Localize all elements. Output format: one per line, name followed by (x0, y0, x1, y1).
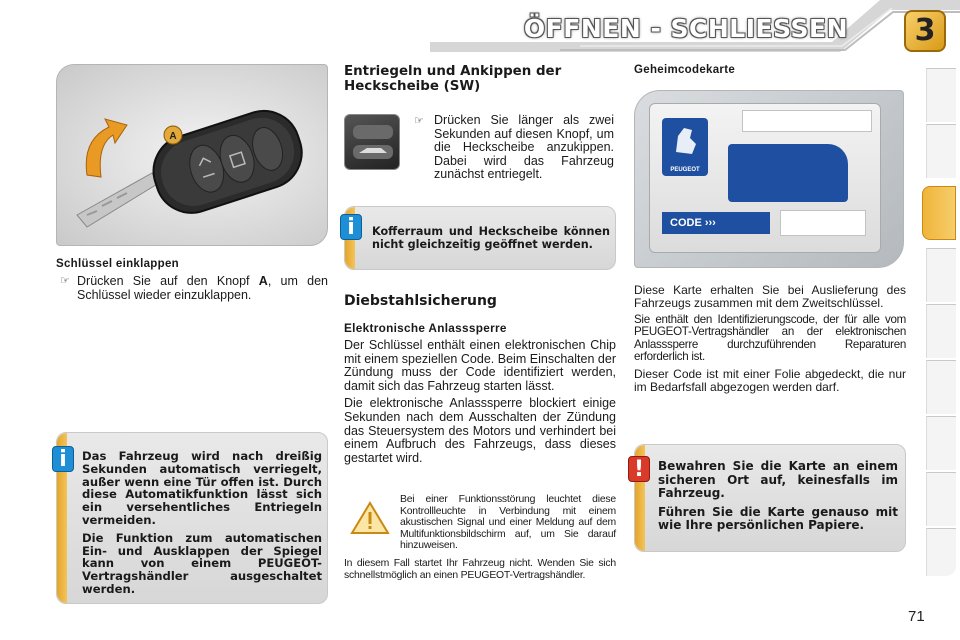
side-tab-1[interactable] (926, 68, 956, 122)
card-code-field (780, 210, 866, 236)
side-tab-8[interactable] (926, 472, 956, 526)
bullet-arrow-icon: ☞ (60, 275, 70, 287)
remote-tailgate-button-thumb (344, 114, 400, 170)
folding-key-illustration (57, 65, 328, 246)
card-top-field (742, 110, 872, 132)
tailgate-section-title: Entriegeln und Ankippen der Heckscheibe (SW) (344, 64, 562, 94)
immobiliser-subheading: Elektronische Anlasssperre (344, 321, 507, 335)
card-code-label: CODE (670, 217, 702, 229)
button-a-ref: A (258, 274, 268, 288)
side-tab-5[interactable] (926, 304, 956, 358)
page-number: 71 (908, 608, 925, 625)
info-icon: i (52, 446, 74, 472)
code-card-photo (634, 90, 904, 268)
side-tab-4[interactable] (926, 248, 956, 302)
key-button-a-label: A (169, 131, 177, 142)
peugeot-lion-logo (662, 118, 708, 176)
code-card-paragraph-1: Diese Karte erhalten Sie bei Auslieferung des Fahrzeugs zusammen mit dem Zweitschlüssel. (634, 283, 906, 310)
antitheft-section-title: Diebstahlsicherung (344, 293, 497, 309)
tailgate-info-text: Kofferraum und Heckscheibe können nicht gleichzeitig geöffnet werden. (372, 225, 610, 251)
immobiliser-paragraph-2: Die elektronische Anlasssperre blockiert einige Sekunden nach dem Ausschalten der Zündung das Steuersystem des Motors und verhindert bei einem Aufbruch des Fahrzeugs, dass dieses gestartet wird. (344, 396, 616, 465)
warning-exclamation-icon: ! (628, 456, 650, 482)
card-brand-label: PEUGEOT (670, 167, 700, 173)
side-tab-9[interactable] (926, 528, 956, 576)
code-card (649, 103, 881, 253)
side-tab-6[interactable] (926, 360, 956, 414)
card-blue-panel (728, 144, 848, 202)
fold-key-heading: Schlüssel einklappen (56, 258, 179, 270)
side-tab-3-active[interactable] (922, 186, 956, 240)
lion-icon (662, 118, 708, 162)
chapter-side-tabs (926, 68, 956, 578)
fold-key-instruction: Drücken Sie auf den Knopf A, um den Schlüssel wieder einzuklappen. (77, 274, 329, 302)
card-code-strip: CODE ››› (662, 212, 770, 234)
malfunction-warning-note: Bei einer Funktionsstörung leuchtet diese Kontrollleuchte in Verbindung mit einem akustischen Signal und einer Meldung auf dem Multifunktionsbildschirm auf, um Sie darauf hinzuweisen. (400, 494, 616, 552)
page-title: ÖFFNEN - SCHLIESSEN (523, 14, 848, 43)
code-card-heading: Geheimcodekarte (634, 64, 736, 76)
folding-key-photo (56, 64, 328, 246)
immobiliser-paragraph-1: Der Schlüssel enthält einen elektronischen Chip mit einem speziellen Code. Beim Einschalten der Zündung muss der Code identifiziert werden, damit sich das Fahrzeug starten lässt. (344, 338, 616, 393)
side-tab-2[interactable] (926, 124, 956, 178)
code-card-warning-text: Bewahren Sie die Karte an einem sicheren Ort auf, keinesfalls im Fahrzeug. Führen Sie die Karte genauso mit wie Ihre persönlichen Papiere. (658, 459, 898, 533)
malfunction-closing-note: In diesem Fall startet Ihr Fahrzeug nicht. Wenden Sie sich schnellstmöglich an einen PEUGEOT-Vertragshändler. (344, 558, 616, 581)
chapter-number-badge: 3 (904, 10, 946, 52)
bullet-arrow-icon-2: ☞ (414, 115, 424, 127)
auto-lock-info-text: Das Fahrzeug wird nach dreißig Sekunden automatisch verriegelt, außer wenn eine Tür offen ist. Durch diese Automatikfunktion lässt sich ein versehentliches Entriegeln vermeiden. Die Funktion zum automatischen Ein- und Ausklappen der Spiegel kann von einem PEUGEOT-Vertragshändler ausgeschaltet werden. (82, 449, 322, 596)
tailgate-instruction: Drücken Sie länger als zwei Sekunden auf diesen Knopf, um die Heckscheibe anzukippen. Dabei wird das Fahrzeug zunächst entriegelt. (434, 113, 614, 182)
code-card-paragraph-3: Dieser Code ist mit einer Folie abgedeckt, die nur im Bedarfsfall abgezogen werden darf. (634, 367, 906, 394)
warning-triangle-icon (350, 500, 390, 536)
tailgate-button-icon (345, 115, 401, 171)
side-tab-7[interactable] (926, 416, 956, 470)
code-card-paragraph-2: Sie enthält den Identifizierungscode, der für alle vom PEUGEOT-Vertragshändler an der elektronischen Anlasssperre durchzuführenden Reparaturen erforderlich ist. (634, 313, 906, 363)
info-icon-2: i (340, 214, 362, 240)
